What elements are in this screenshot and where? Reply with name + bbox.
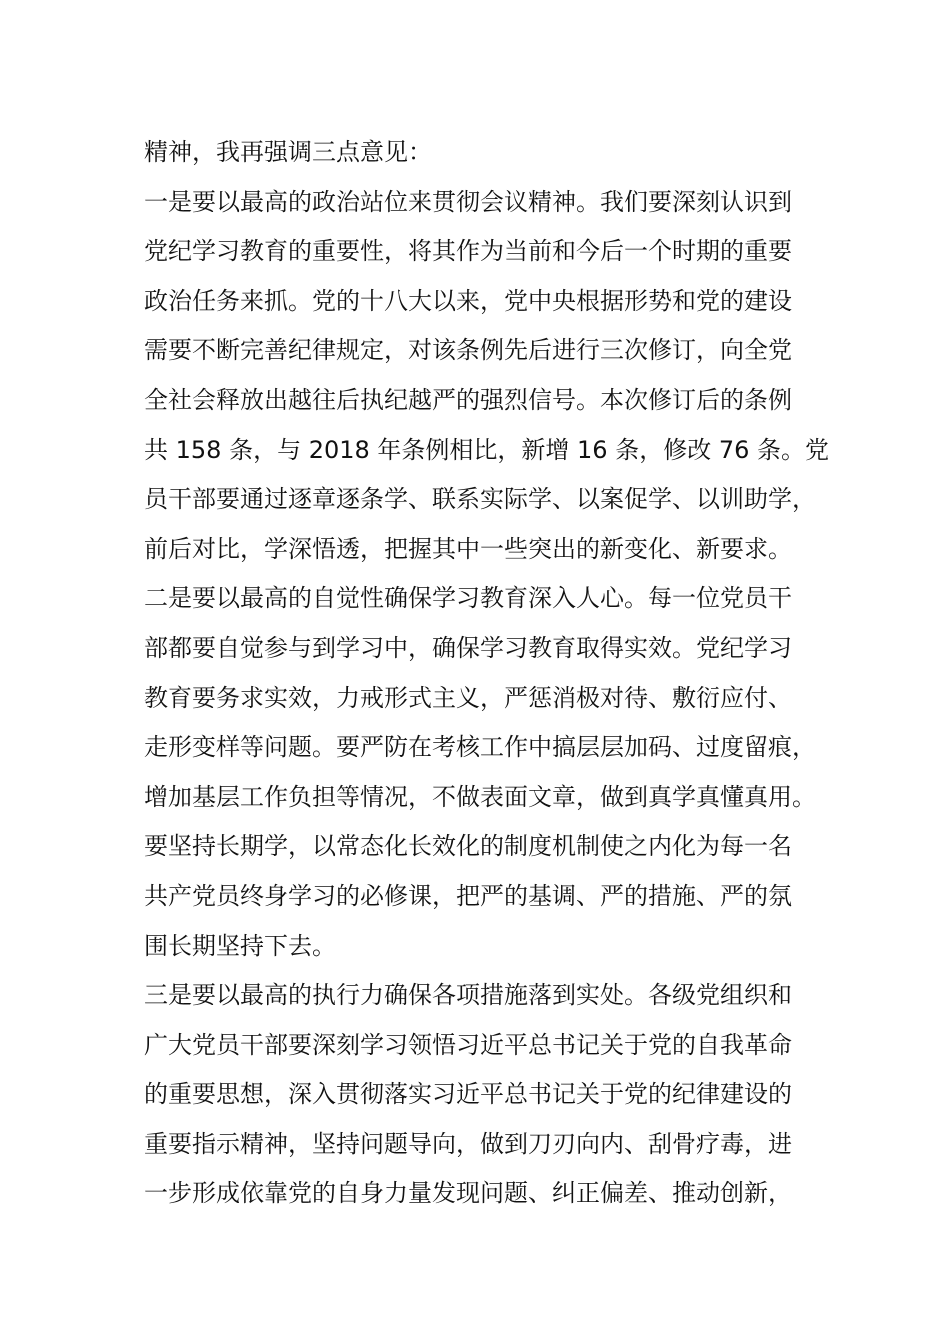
text-line: 需要不断完善纪律规定，对该条例先后进行三次修订，向全党: [144, 336, 792, 365]
text-line: 共 158 条，与 2018 年条例相比，新增 16 条，修改 76 条。党: [144, 435, 829, 464]
text-line: 精神，我再强调三点意见：: [144, 138, 432, 166]
text-line: 党纪学习教育的重要性，将其作为当前和今后一个时期的重要: [144, 237, 792, 266]
text-line: 政治任务来抓。党的十八大以来，党中央根据形势和党的建设: [144, 286, 792, 315]
text-line: 一步形成依靠党的自身力量发现问题、纠正偏差、推动创新，: [144, 1179, 792, 1208]
text-line: 全社会释放出越往后执纪越严的强烈信号。本次修订后的条例: [144, 385, 792, 414]
text-line: 员干部要通过逐章逐条学、联系实际学、以案促学、以训助学，: [144, 485, 816, 514]
body-text: [144, 128, 829, 1219]
text-line: 前后对比，学深悟透，把握其中一些突出的新变化、新要求。: [144, 534, 792, 563]
text-line: 增加基层工作负担等情况，不做表面文章，做到真学真懂真用。: [144, 782, 816, 811]
text-line: 教育要务求实效，力戒形式主义，严惩消极对待、敷衍应付、: [144, 683, 792, 712]
text-line: 三是要以最高的执行力确保各项措施落到实处。各级党组织和: [144, 981, 792, 1010]
text-line: 的重要思想，深入贯彻落实习近平总书记关于党的纪律建设的: [144, 1080, 792, 1109]
text-line: 一是要以最高的政治站位来贯彻会议精神。我们要深刻认识到: [144, 187, 792, 216]
text-line: 部都要自觉参与到学习中，确保学习教育取得实效。党纪学习: [144, 633, 792, 662]
text-line: 共产党员终身学习的必修课，把严的基调、严的措施、严的氛: [144, 881, 792, 910]
text-line: 二是要以最高的自觉性确保学习教育深入人心。每一位党员干: [144, 584, 792, 613]
text-line: 要坚持长期学，以常态化长效化的制度机制使之内化为每一名: [144, 832, 792, 861]
text-line: 走形变样等问题。要严防在考核工作中搞层层加码、过度留痕，: [144, 733, 816, 762]
text-line: 围长期坚持下去。: [144, 931, 336, 960]
text-line: 广大党员干部要深刻学习领悟习近平总书记关于党的自我革命: [144, 1030, 792, 1059]
text-line: 重要指示精神，坚持问题导向，做到刀刃向内、刮骨疗毒，进: [144, 1129, 792, 1158]
